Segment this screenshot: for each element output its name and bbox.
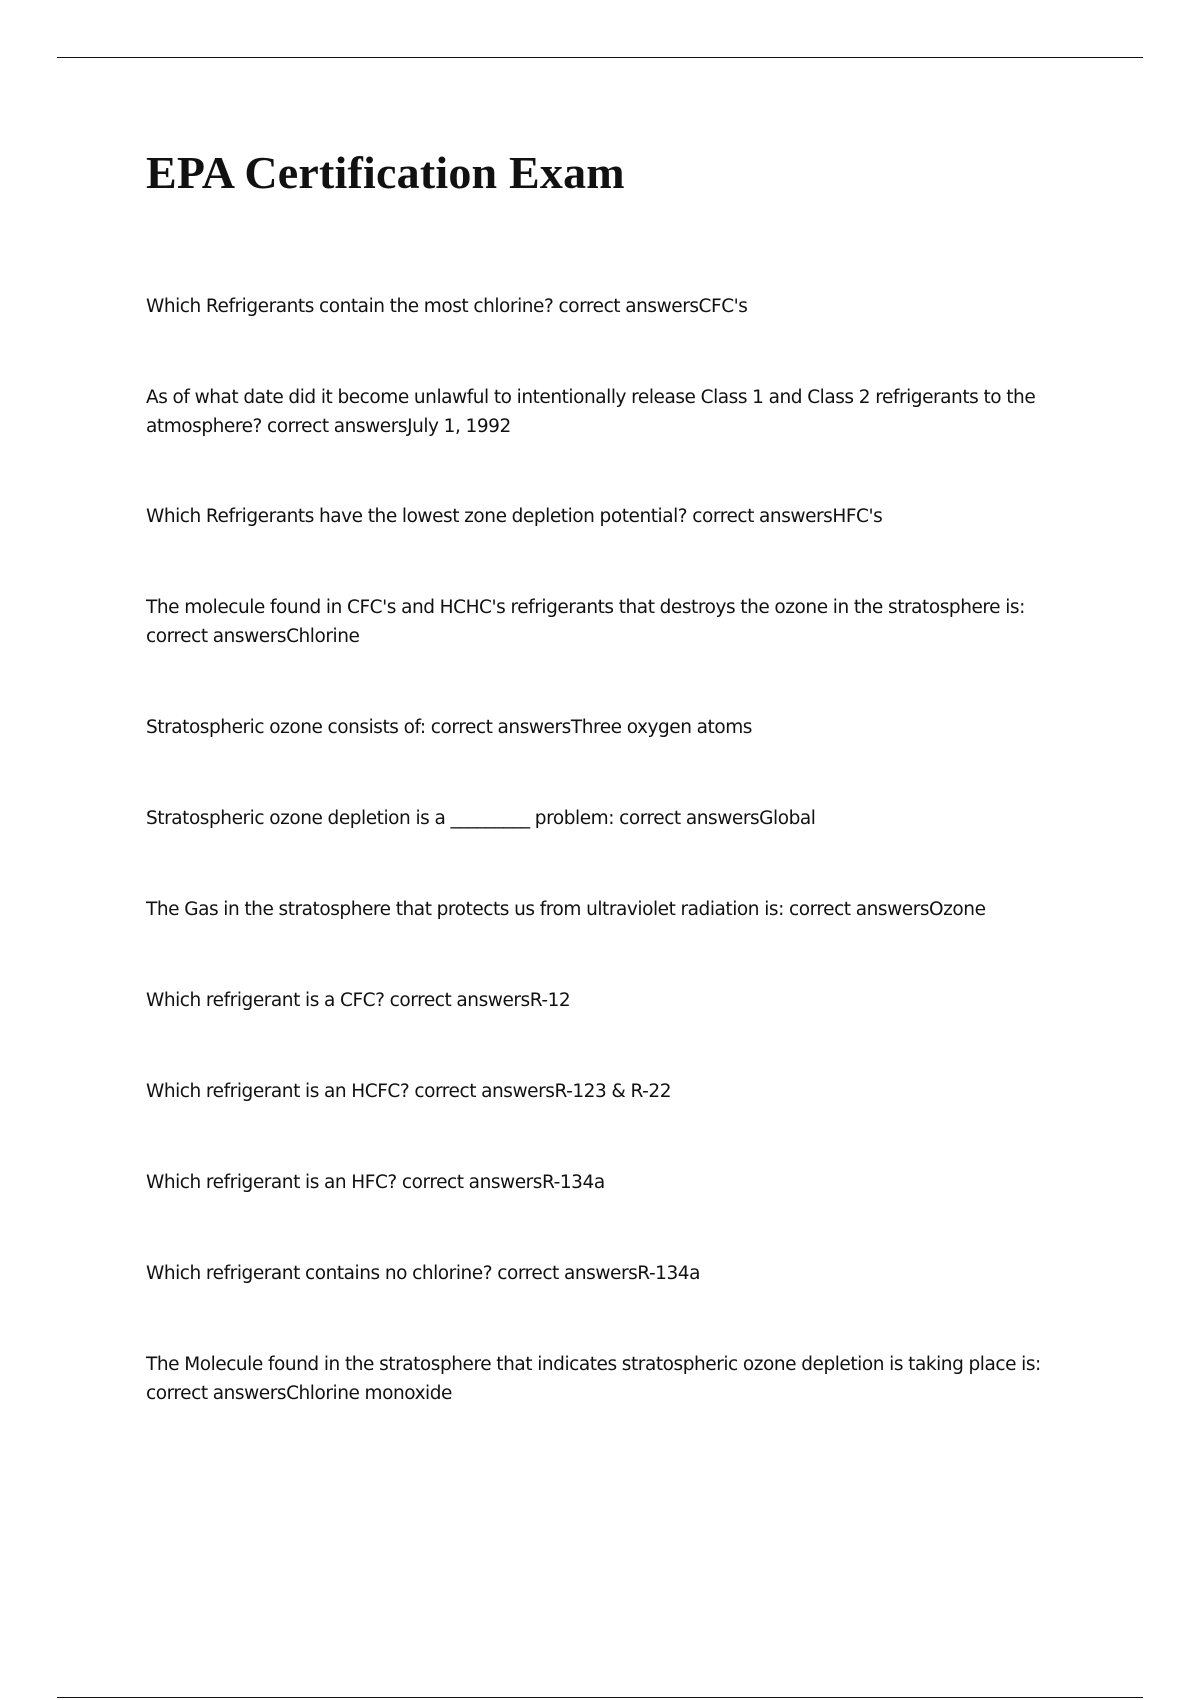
question-answer-3: Which Refrigerants have the lowest zone depletion potential? correct answersHFC's: [146, 506, 883, 527]
question-answer-7: The Gas in the stratosphere that protects us from ultraviolet radiation is: correct answersOzone: [146, 899, 986, 920]
question-answer-9: Which refrigerant is an HCFC? correct answersR-123 & R-22: [146, 1081, 672, 1102]
question-answer-4: The molecule found in CFC's and HCHC's refrigerants that destroys the ozone in the stratosphere is: correct answersChlorine: [146, 597, 1025, 647]
question-answer-11: Which refrigerant contains no chlorine? correct answersR-134a: [146, 1263, 701, 1284]
question-answer-2: As of what date did it become unlawful to intentionally release Class 1 and Class 2 refrigerants to the atmosphere? correct answersJuly 1, 1992: [146, 387, 1036, 437]
question-answer-12: The Molecule found in the stratosphere that indicates stratospheric ozone depletion is taking place is: correct answersChlorine monoxide: [146, 1354, 1041, 1404]
question-answer-1: Which Refrigerants contain the most chlorine? correct answersCFC's: [146, 296, 748, 317]
question-answer-5: Stratospheric ozone consists of: correct answersThree oxygen atoms: [146, 717, 752, 738]
question-answer-10: Which refrigerant is an HFC? correct answersR-134a: [146, 1172, 605, 1193]
question-answer-6: Stratospheric ozone depletion is a _________ problem: correct answersGlobal: [146, 808, 816, 829]
top-rule: [57, 57, 1143, 58]
document-title: EPA Certification Exam: [146, 147, 625, 198]
question-answer-8: Which refrigerant is a CFC? correct answersR-12: [146, 990, 571, 1011]
bottom-rule: [57, 1697, 1143, 1698]
